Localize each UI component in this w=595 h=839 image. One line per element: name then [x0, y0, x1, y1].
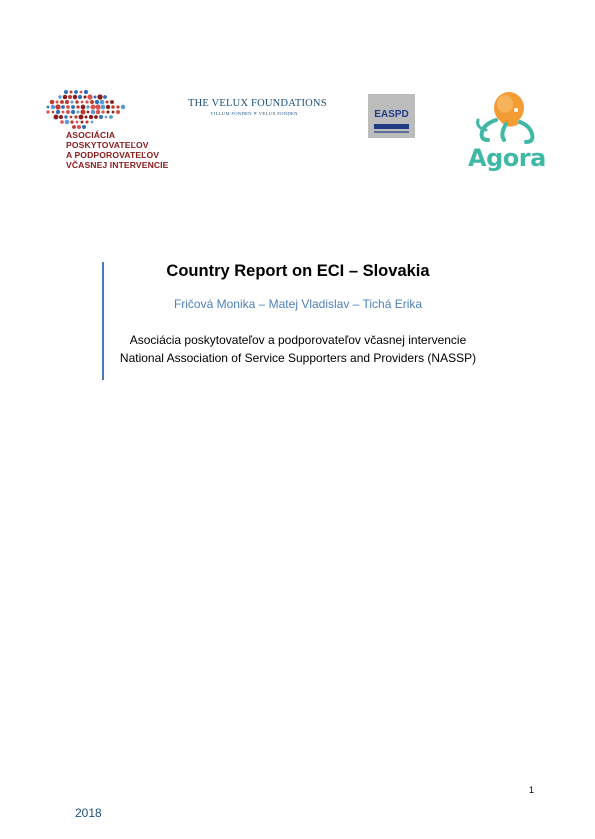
logo-dot — [70, 100, 73, 103]
logo-dot — [84, 115, 87, 118]
organization-name-english: National Association of Service Supporters and Providers (NASSP) — [119, 351, 477, 365]
logo-dot — [76, 105, 79, 108]
logo-dot — [80, 109, 85, 114]
logo-dot — [101, 110, 104, 113]
logo-dot — [61, 105, 65, 109]
logo-dot — [90, 100, 94, 104]
easpd-logo-band — [374, 131, 409, 133]
logo-dot — [110, 100, 114, 104]
logo-dot — [112, 111, 115, 114]
logo-dot — [59, 115, 63, 119]
logo-dot — [100, 100, 105, 105]
logo-dot — [87, 94, 92, 99]
logo-dot — [89, 115, 93, 119]
logo-dot — [60, 100, 64, 104]
document-authors: Fričová Monika – Matej Vladislav – Tichá Erika — [173, 297, 423, 311]
logo-dot — [109, 115, 113, 119]
logo-dot — [106, 110, 109, 113]
logo-dot — [72, 125, 76, 129]
velux-foundations-logo — [188, 98, 327, 124]
slovakia-map-dots-icon — [44, 88, 128, 132]
logo-dot — [65, 120, 70, 125]
agora-logo-name: Agora — [468, 144, 546, 172]
logo-dot — [105, 116, 108, 119]
logo-dot — [111, 105, 115, 109]
association-logo-text — [66, 130, 169, 170]
logo-dot — [75, 100, 79, 104]
logo-dot — [70, 120, 73, 123]
logo-dot — [121, 105, 126, 110]
logo-dot — [85, 120, 88, 123]
logo-dot — [81, 105, 86, 110]
logo-dot — [84, 90, 88, 94]
logo-dot — [101, 105, 106, 110]
logo-dot — [68, 95, 72, 99]
logo-dot — [81, 101, 84, 104]
logo-dot — [52, 111, 55, 114]
logo-dot — [64, 90, 68, 94]
velux-logo-name: THE VELUX FOUNDATIONS — [188, 98, 327, 109]
logo-dot — [74, 90, 78, 94]
logo-dot — [97, 94, 102, 99]
logo-dot — [64, 115, 67, 118]
logo-dot — [70, 116, 73, 119]
logo-dot — [51, 105, 56, 110]
logo-dot — [56, 110, 60, 114]
logo-dot — [63, 95, 67, 99]
agora-octopus-icon — [466, 90, 546, 148]
logo-dot — [58, 95, 61, 98]
easpd-logo-band — [374, 124, 409, 129]
logo-dot — [95, 100, 99, 104]
logo-dot — [81, 121, 84, 124]
association-logo-line: A PODPOROVATEĽOV — [66, 150, 160, 160]
association-logo-line: VČASNEJ INTERVENCIE — [66, 160, 169, 170]
logo-dot — [85, 100, 88, 103]
organization-name-slovak: Asociácia poskytovateľov a podporovateľov včasnej intervencie — [129, 333, 467, 347]
logo-dot — [55, 104, 60, 109]
logo-dot — [94, 115, 98, 119]
logo-dot — [79, 115, 84, 120]
logo-dot — [106, 101, 109, 104]
agora-logo — [466, 90, 546, 176]
logo-dot — [103, 95, 107, 99]
logo-dot — [91, 121, 94, 124]
logo-dot — [83, 95, 86, 98]
logo-dot — [86, 105, 89, 108]
logo-dot — [82, 125, 86, 129]
easpd-logo-name: EASPD — [374, 109, 409, 120]
logo-dot — [96, 110, 100, 114]
association-logo-line: POSKYTOVATEĽOV — [66, 140, 149, 150]
logo-dot — [95, 104, 100, 109]
association-logo — [44, 88, 194, 178]
association-logo-line: ASOCIÁCIA — [66, 130, 116, 140]
logo-dot — [77, 125, 81, 129]
logo-dot — [76, 121, 79, 124]
logo-dot — [116, 110, 120, 114]
logo-dot — [94, 96, 97, 99]
page-number: 1 — [529, 785, 535, 795]
logo-dot — [46, 110, 49, 113]
velux-logo-subtitle: VILLUM FONDEN ✕ VELUX FONDEN — [210, 111, 298, 116]
logo-dot — [50, 100, 54, 104]
logo-dot — [60, 120, 64, 124]
easpd-logo — [368, 94, 415, 138]
logo-dot — [116, 105, 119, 108]
logo-dot — [73, 95, 77, 99]
logo-dot — [71, 110, 75, 114]
logo-dot — [66, 105, 70, 109]
document-title: Country Report on ECI – Slovakia — [166, 262, 430, 280]
logo-dot — [90, 104, 95, 109]
logo-dot — [80, 91, 83, 94]
logo-dot — [99, 115, 103, 119]
logo-dot — [54, 115, 59, 120]
logo-dot — [87, 111, 90, 114]
logo-dot — [106, 105, 110, 109]
logo-dot — [62, 111, 65, 114]
logo-dot — [77, 111, 80, 114]
logo-dot — [74, 115, 77, 118]
logo-dot — [91, 110, 96, 115]
logo-dot — [65, 100, 69, 104]
logo-dot — [70, 91, 73, 94]
logo-dot — [66, 110, 70, 114]
document-year: 2018 — [75, 806, 102, 820]
logo-dot — [78, 95, 82, 99]
logo-dot — [71, 105, 75, 109]
logo-dot — [47, 106, 50, 109]
logo-dot — [55, 100, 58, 103]
